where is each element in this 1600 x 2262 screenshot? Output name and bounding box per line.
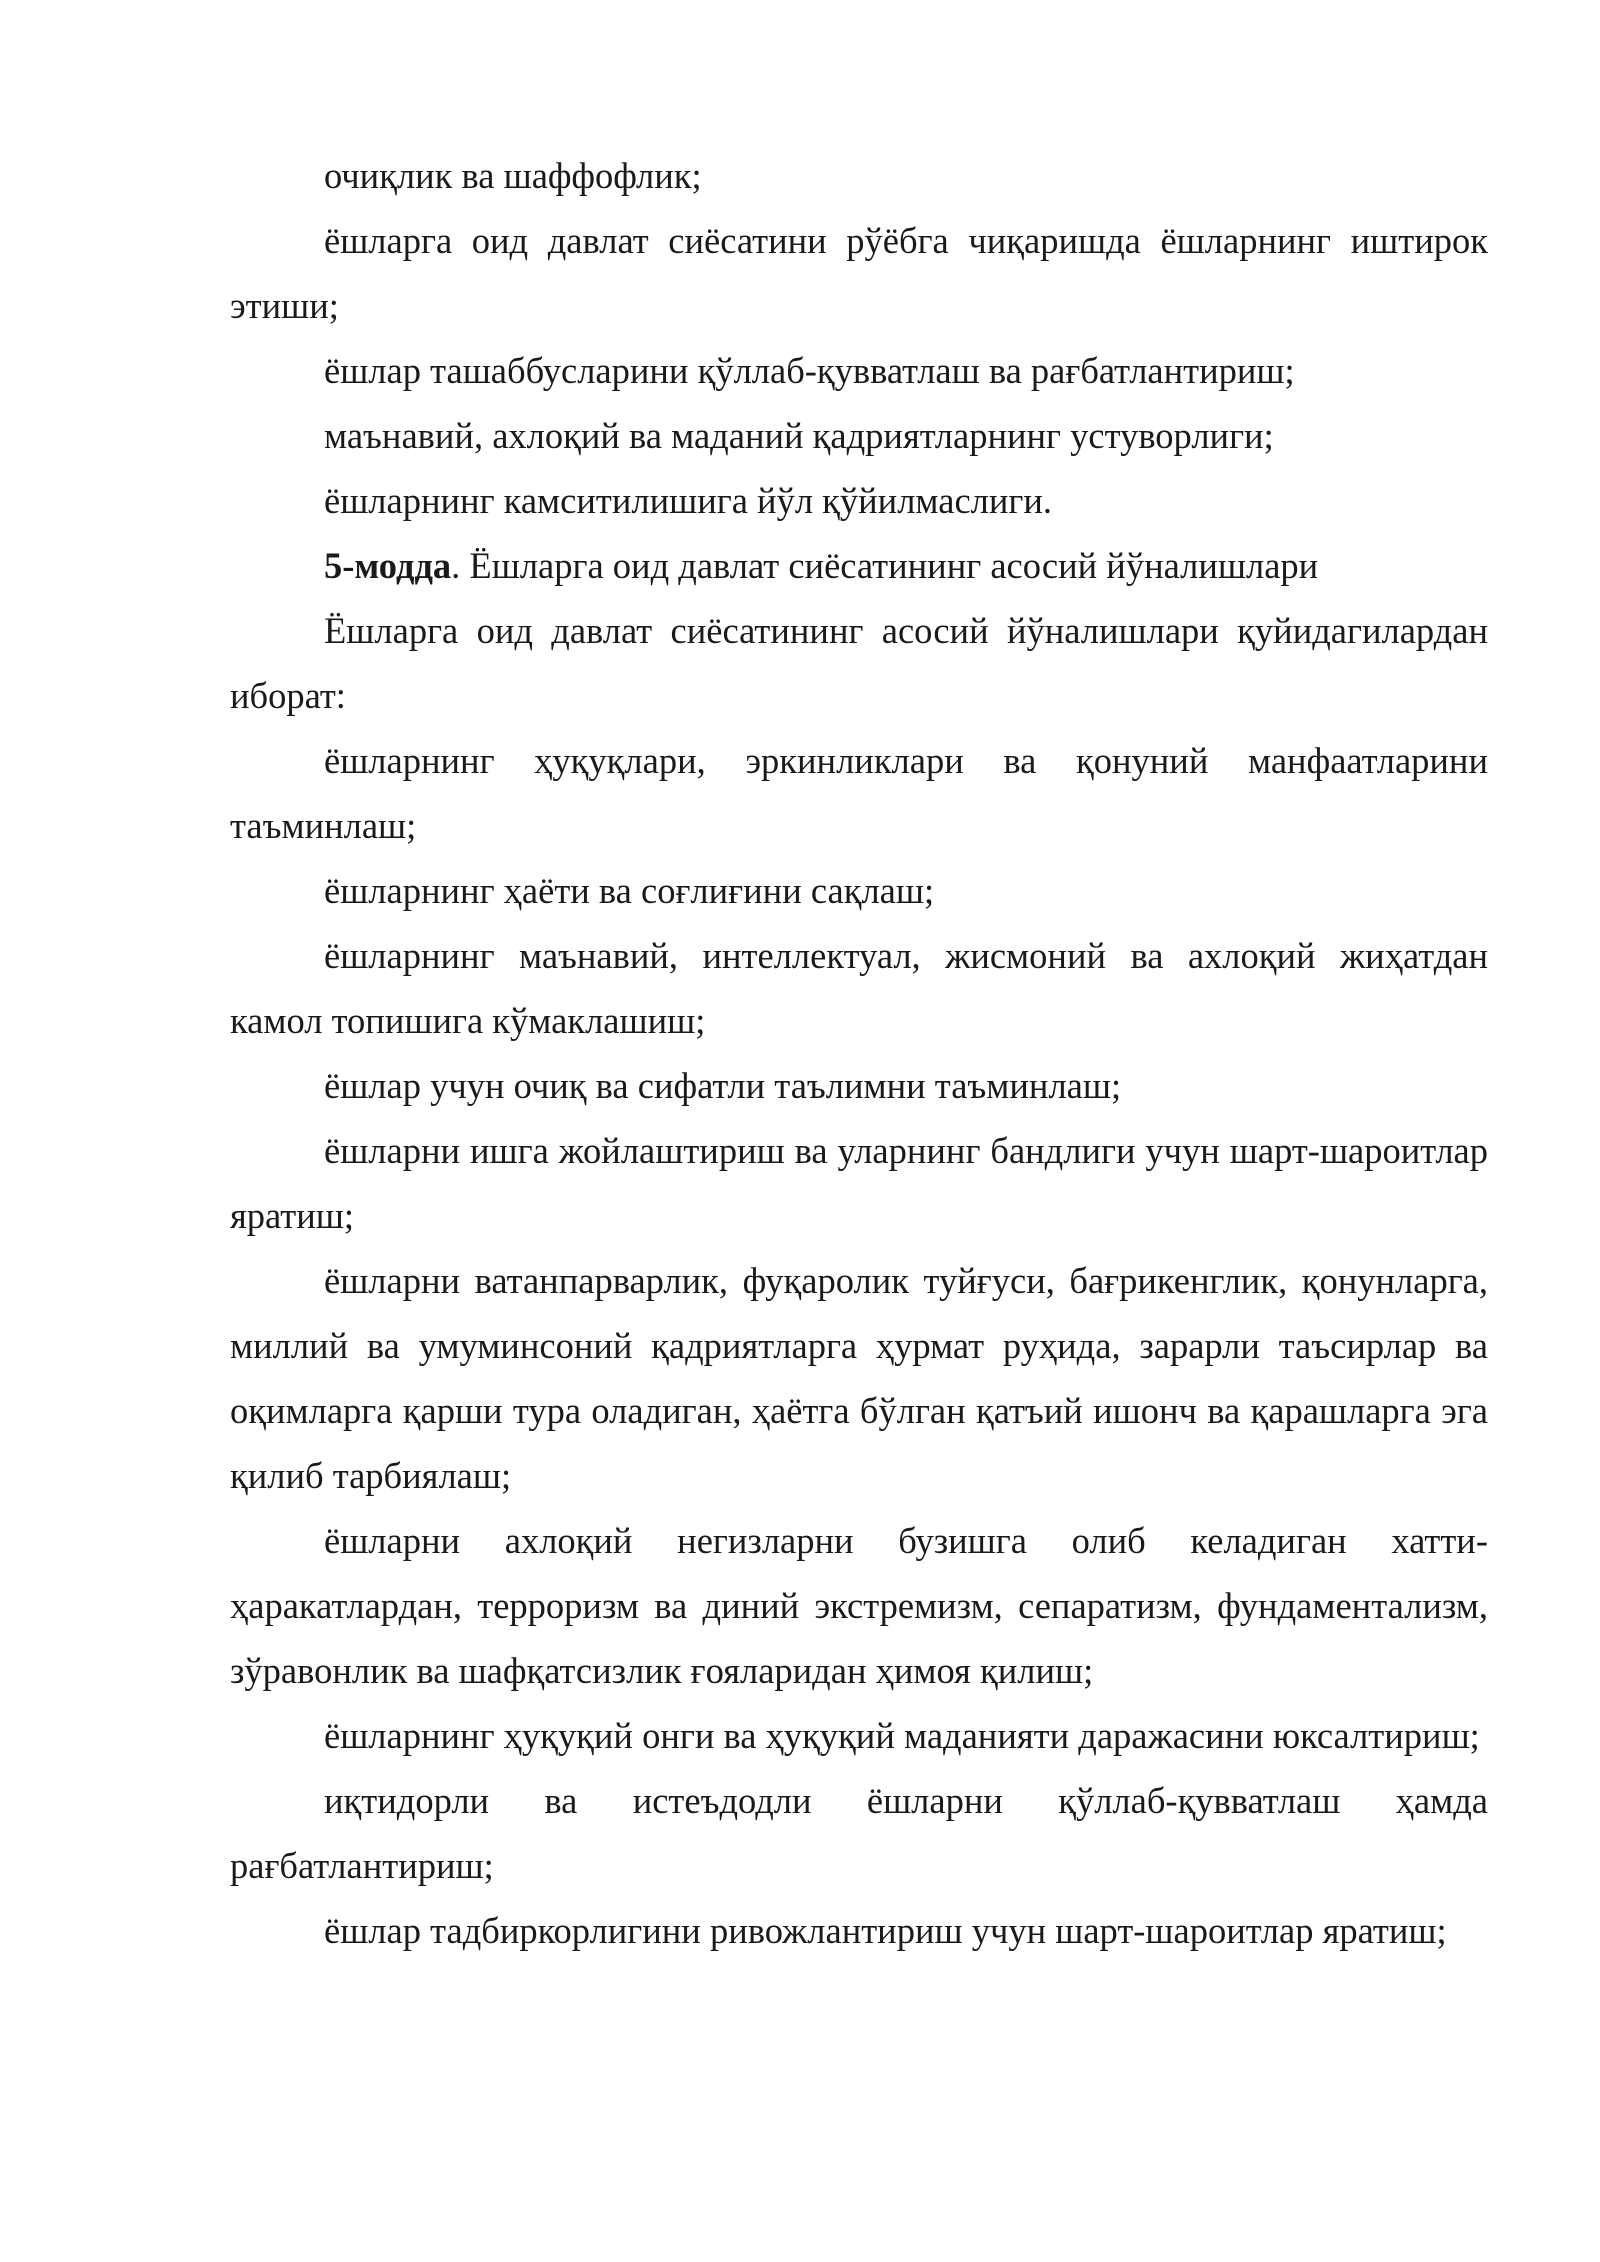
article-heading (230, 533, 1488, 598)
paragraph: очиқлик ва шаффофлик; (324, 155, 702, 196)
paragraph: ёшлар учун очиқ ва сифатли таълимни таъминлаш; (324, 1065, 1122, 1106)
paragraph: ёшларни ишга жойлаштириш ва уларнинг бандлиги учун шарт-шароитлар яратиш; (230, 1130, 1488, 1236)
paragraph: ёшларнинг ҳуқуқлари, эркинликлари ва қонуний манфаатларини таъминлаш; (230, 740, 1488, 846)
paragraph: ёшларнинг ҳаёти ва соғлиғини сақлаш; (324, 870, 935, 911)
article-title: . Ёшларга оид давлат сиёсатининг асосий йўналишлари (451, 545, 1319, 586)
article-number: 5-модда (324, 545, 452, 586)
paragraph: ёшлар ташаббусларини қўллаб-қувватлаш ва рағбатлантириш; (324, 350, 1295, 391)
paragraph: иқтидорли ва истеъдодли ёшларни қўллаб-қувватлаш ҳамда рағбатлантириш; (230, 1780, 1488, 1886)
paragraph: ёшлар тадбиркорлигини ривожлантириш учун шарт-шароитлар яратиш; (324, 1910, 1447, 1951)
paragraph: ёшларни ватанпарварлик, фуқаролик туйғуси, бағрикенглик, қонунларга, миллий ва умуминсоний қадриятларга ҳурмат руҳида, зарарли таъсирлар ва оқимларга қарши тура оладиган, ҳаётга бўлган қатъий ишонч ва қарашларга эга қилиб тарбиялаш; (230, 1260, 1488, 1496)
paragraph: ёшларнинг ҳуқуқий онги ва ҳуқуқий маданияти даражасини юксалтириш; (324, 1715, 1480, 1756)
paragraph: ёшларни ахлоқий негизларни бузишга олиб келадиган хатти-ҳаракатлардан, терроризм ва диний экстремизм, сепаратизм, фундаментализм, зўравонлик ва шафқатсизлик ғояларидан ҳимоя қилиш; (230, 1520, 1488, 1691)
paragraph: ёшларнинг маънавий, интеллектуал, жисмоний ва ахлоқий жиҳатдан камол топишига кўмаклашиш; (230, 935, 1488, 1041)
paragraph: ёшларга оид давлат сиёсатини рўёбга чиқаришда ёшларнинг иштирок этиши; (230, 220, 1488, 326)
paragraph: ёшларнинг камситилишига йўл қўйилмаслиги. (324, 480, 1053, 521)
paragraph: маънавий, ахлоқий ва маданий қадриятларнинг устуворлиги; (324, 415, 1274, 456)
paragraph: Ёшларга оид давлат сиёсатининг асосий йўналишлари қуйидагилардан иборат: (230, 610, 1488, 716)
document-body (230, 143, 1488, 1963)
